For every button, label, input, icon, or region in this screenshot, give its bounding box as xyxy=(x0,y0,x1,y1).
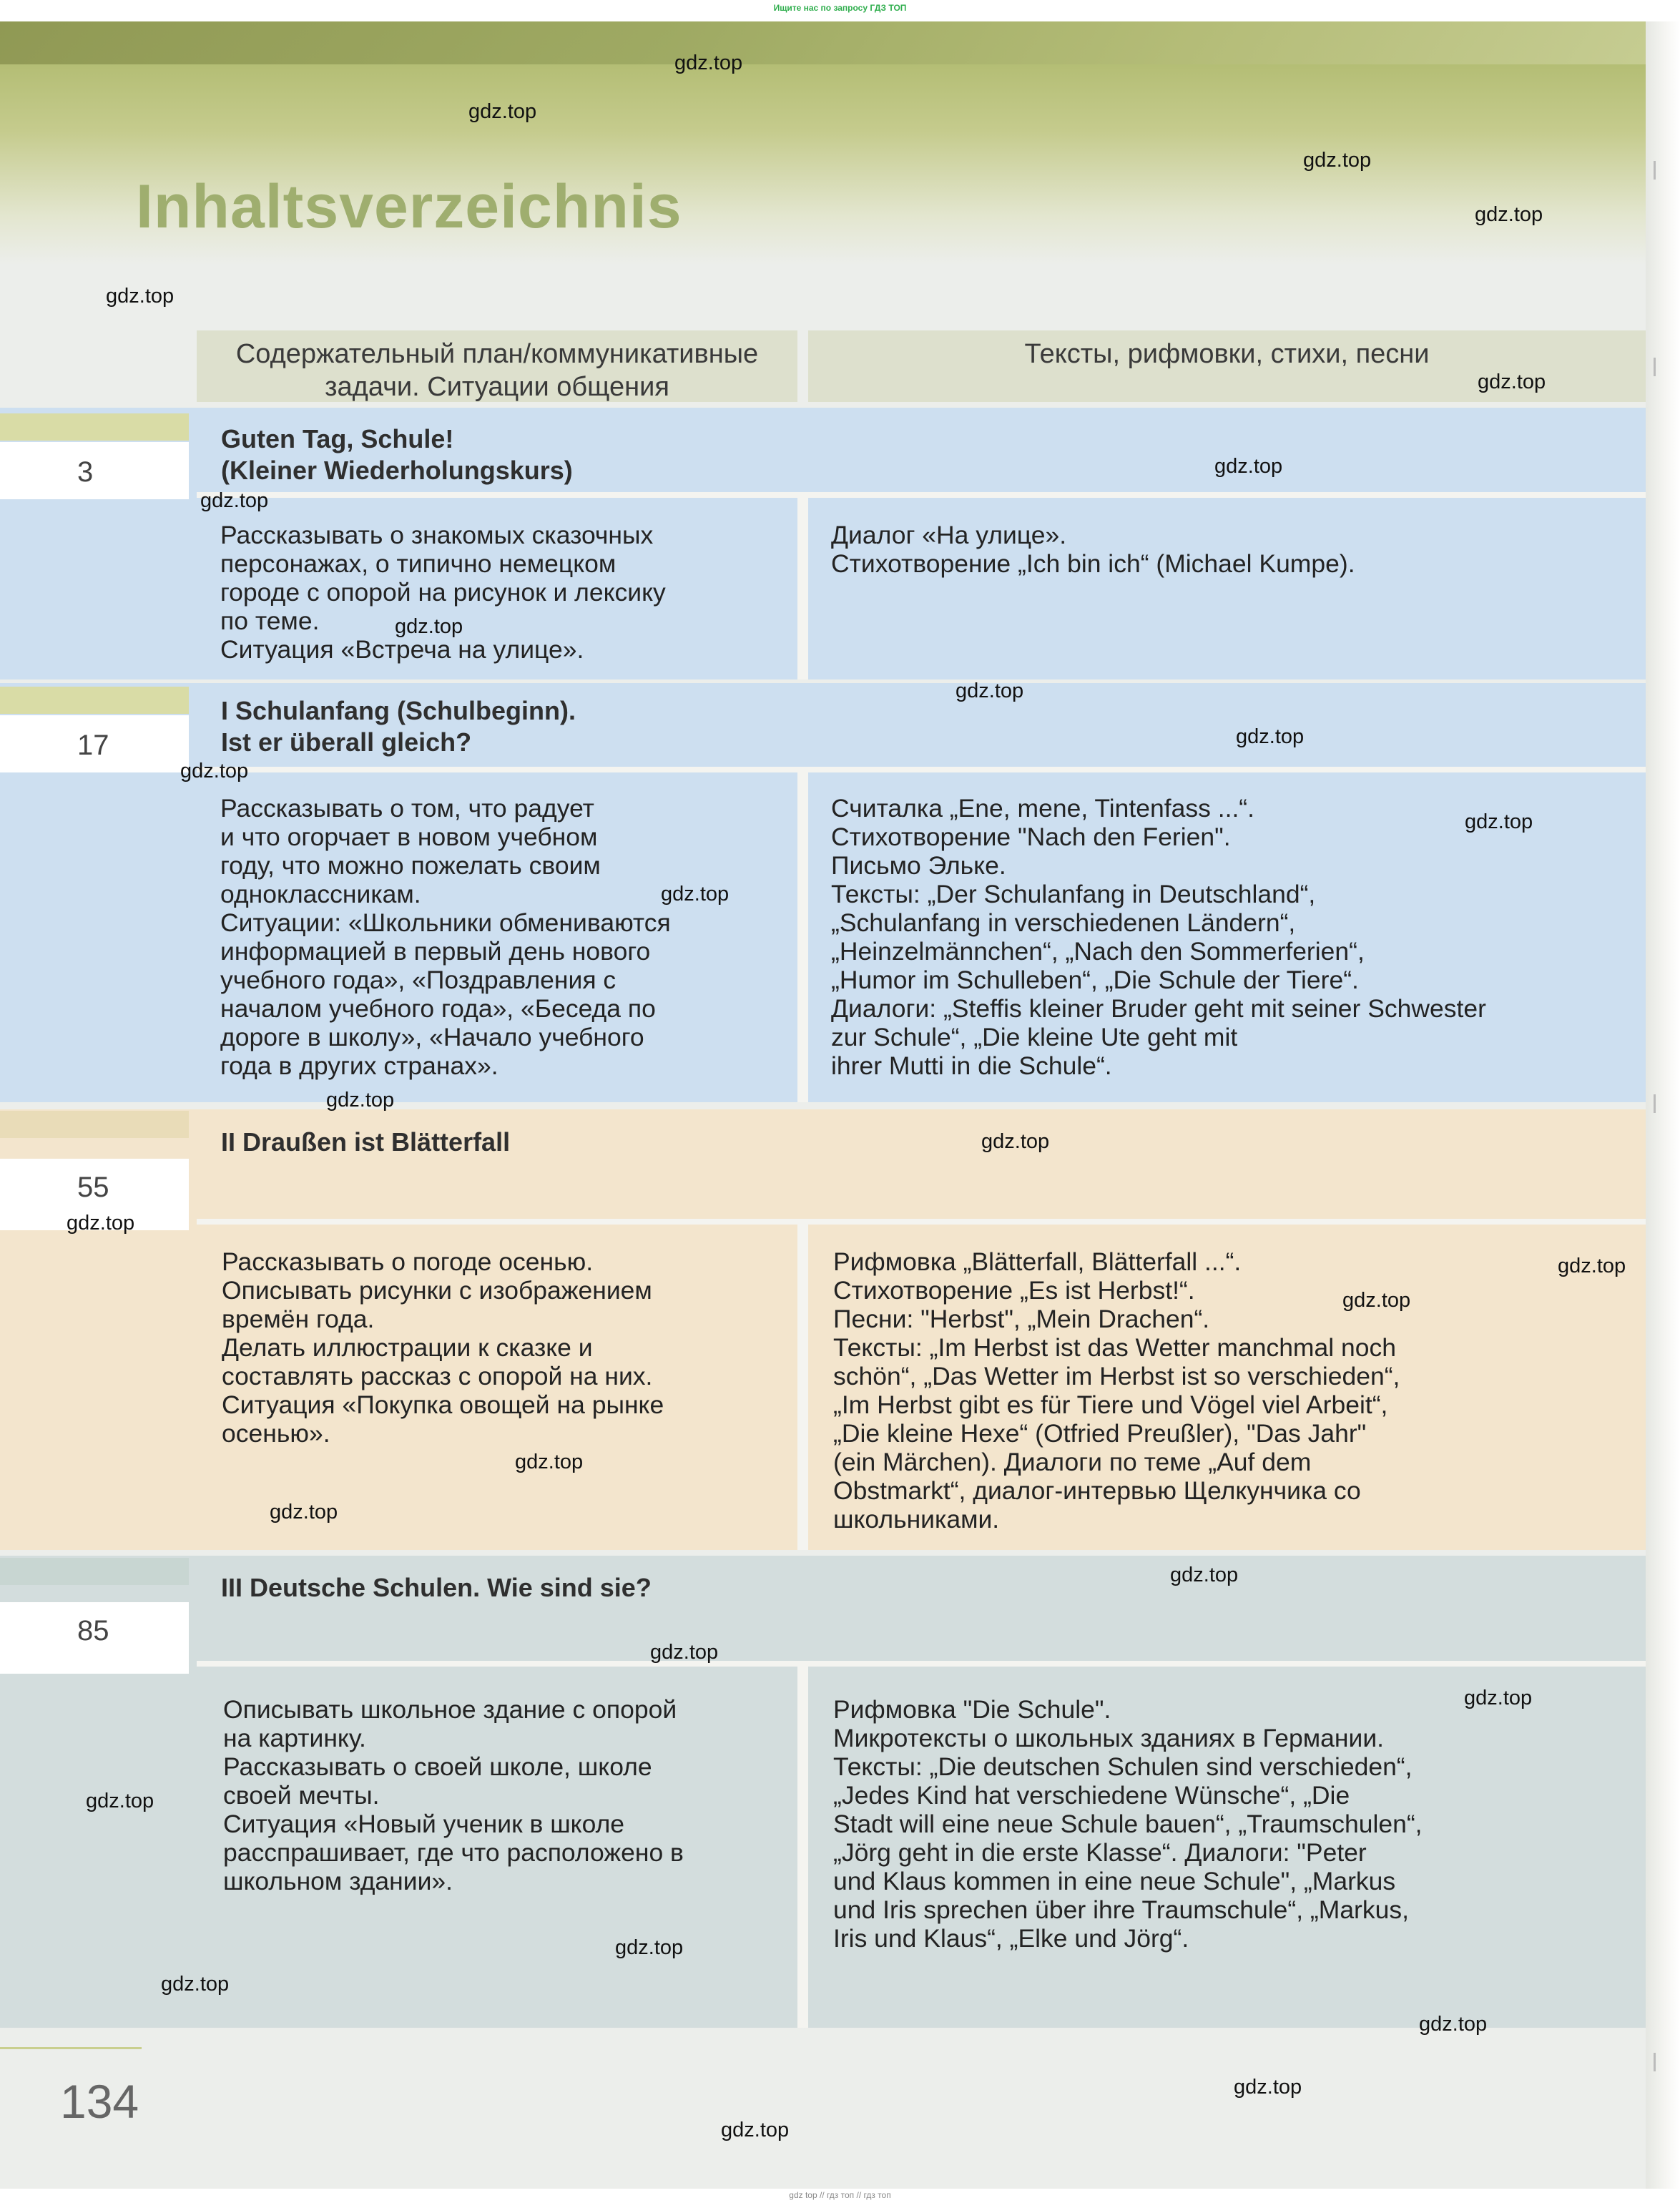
header-banner-texture xyxy=(0,21,1680,64)
watermark: gdz.top xyxy=(615,1936,684,1959)
section-objectives: Описывать школьное здание с опорой на картинку. Рассказывать о своей школе, школе своей мечты. Ситуация «Новый ученик в школе расспрашивает, где что расположено в школьном здании». xyxy=(223,1695,684,1895)
page-ref: 85 xyxy=(77,1615,109,1647)
watermark: gdz.top xyxy=(326,1089,395,1112)
watermark: gdz.top xyxy=(1419,2013,1488,2036)
page-number-rule xyxy=(0,2047,142,2049)
section-texts: Рифмовка "Die Schule". Микротексты о школьных зданиях в Германии. Тексты: „Die deutschen Schulen sind verschieden“, „Jedes Kind hat verschiedene Wünsche“, „Die Stadt will eine neue Schule bauen“, „Traumschulen“, „Jörg geht in die erste Klasse“. Диалоги: "Peter und Klaus kommen in eine neue Schule", „Markus und Iris sprechen über ihre Traumschule“, „Markus, Iris und Klaus“, „Elke und Jörg“. xyxy=(833,1695,1423,1953)
watermark: gdz.top xyxy=(674,51,743,74)
watermark: gdz.top xyxy=(200,489,269,512)
page-edge-mark xyxy=(1654,1094,1664,1113)
watermark: gdz.top xyxy=(1342,1289,1411,1312)
section-title-line: I Schulanfang (Schulbeginn). xyxy=(221,696,576,725)
section-title-line: III Deutsche Schulen. Wie sind sie? xyxy=(221,1573,652,1602)
watermark: gdz.top xyxy=(981,1130,1050,1153)
watermark: gdz.top xyxy=(180,760,249,782)
column-header-right: Тексты, рифмовки, стихи, песни xyxy=(808,330,1646,402)
watermark: gdz.top xyxy=(161,1973,230,1996)
header-note: Ищите нас по запросу ГДЗ ТОП xyxy=(773,3,907,13)
section-objectives: Рассказывать о том, что радует и что огорчает в новом учебном году, что можно пожелать своим одноклассникам. Ситуации: «Школьники обмениваются информацией в первый день нового учебного года», «Поздравления с началом учебного года», «Беседа по дороге в школу», «Начало учебного года в других странах». xyxy=(220,794,671,1080)
row-separator xyxy=(197,492,1646,498)
section-page-number xyxy=(0,715,189,772)
watermark: gdz.top xyxy=(515,1451,584,1473)
watermark: gdz.top xyxy=(1234,2076,1302,2099)
section-texts: Диалог «На улице». Стихотворение „Ich bin ich“ (Michael Kumpe). xyxy=(831,521,1355,578)
watermark: gdz.top xyxy=(1303,149,1372,172)
watermark: gdz.top xyxy=(106,285,175,308)
section-texts: Рифмовка „Blätterfall, Blätterfall ...“. Стихотворение „Es ist Herbst!“. Песни: "Herbst", „Mein Drachen“. Тексты: „Im Herbst ist das Wetter manchmal noch schön“, „Das Wetter im Herbst ist so verschieden“, „Im Herbst gibt es für Tiere und Vögel viel Arbeit“, „Die kleine Hexe“ (Otfried Preußler), "Das Jahr" (ein Märchen). Диалоги по теме „Auf dem Obstmarkt“, диалог-интервью Щелкунчика со школьниками. xyxy=(833,1247,1400,1534)
section-title xyxy=(197,423,1646,486)
section-texts: Считалка „Ene, mene, Tintenfass ...“. Стихотворение "Nach den Ferien". Письмо Эльке. Тексты: „Der Schulanfang in Deutschland“, „Schulanfang in verschiedenen Ländern“, „Heinzelmännchen“, „Nach den Sommerferien“, „Humor im Schulleben“, „Die Schule der Tiere“. Диалоги: „Steffis kleiner Bruder geht mit seiner Schwester zur Schule“, „Die kleine Ute geht mit ihrer Mutti in die Schule“. xyxy=(831,794,1486,1080)
column-separator xyxy=(797,1661,808,2028)
page-title: Inhaltsverzeichnis xyxy=(136,172,682,241)
section-page-number xyxy=(0,1602,189,1674)
row-separator xyxy=(197,767,1646,772)
section-number-accent xyxy=(0,1111,189,1138)
watermark: gdz.top xyxy=(395,615,463,638)
column-header-left: Содержательный план/коммуникативные задачи. Ситуации общения xyxy=(197,330,797,402)
column-separator xyxy=(797,767,808,1102)
page-edge-mark xyxy=(1654,2053,1664,2071)
section-number-accent xyxy=(0,1558,189,1585)
watermark: gdz.top xyxy=(1170,1564,1239,1586)
watermark: gdz.top xyxy=(1475,203,1543,226)
column-separator xyxy=(797,492,808,679)
section-objectives: Рассказывать о погоде осенью. Описывать рисунки с изображением времён года. Делать иллюстрации к сказке и составлять рассказ с опорой на них. Ситуация «Покупка овощей на рынке осенью». xyxy=(222,1247,664,1448)
section-title xyxy=(197,1127,1646,1158)
section-title-line: Guten Tag, Schule! xyxy=(221,424,454,453)
page-ref: 17 xyxy=(77,730,109,761)
watermark: gdz.top xyxy=(721,2119,790,2141)
page-edge-mark xyxy=(1654,358,1664,376)
watermark: gdz.top xyxy=(1236,725,1305,748)
section-number-accent xyxy=(0,413,189,441)
watermark: gdz.top xyxy=(661,883,730,906)
section-title-line: II Draußen ist Blätterfall xyxy=(221,1127,511,1157)
watermark: gdz.top xyxy=(1464,1687,1533,1709)
watermark: gdz.top xyxy=(956,679,1024,702)
footer-note: gdz top // гдз топ // гдз топ xyxy=(789,2190,891,2200)
watermark: gdz.top xyxy=(67,1212,135,1235)
page-number: 134 xyxy=(60,2075,139,2128)
watermark: gdz.top xyxy=(270,1501,338,1523)
watermark: gdz.top xyxy=(86,1790,154,1812)
watermark: gdz.top xyxy=(1478,371,1546,393)
row-separator xyxy=(197,1661,1646,1667)
section-title-line: (Kleiner Wiederholungskurs) xyxy=(221,456,573,485)
watermark: gdz.top xyxy=(468,100,537,123)
column-separator xyxy=(797,1219,808,1550)
watermark: gdz.top xyxy=(1465,810,1533,833)
page-edge-mark xyxy=(1654,161,1664,180)
section-page-number xyxy=(0,442,189,499)
section-title-line: Ist er überall gleich? xyxy=(221,727,472,757)
watermark: gdz.top xyxy=(650,1641,719,1664)
section-objectives: Рассказывать о знакомых сказочных персонажах, о типично немецком городе с опорой на рисунок и лексику по теме. Ситуация «Встреча на улице». xyxy=(220,521,666,664)
row-separator xyxy=(197,1219,1646,1225)
section-title xyxy=(197,695,1646,758)
watermark: gdz.top xyxy=(1214,455,1283,478)
page-ref: 55 xyxy=(77,1172,109,1203)
page-ref: 3 xyxy=(77,456,94,488)
section-number-accent xyxy=(0,687,189,714)
watermark: gdz.top xyxy=(1558,1255,1626,1277)
section-title xyxy=(197,1572,1646,1604)
